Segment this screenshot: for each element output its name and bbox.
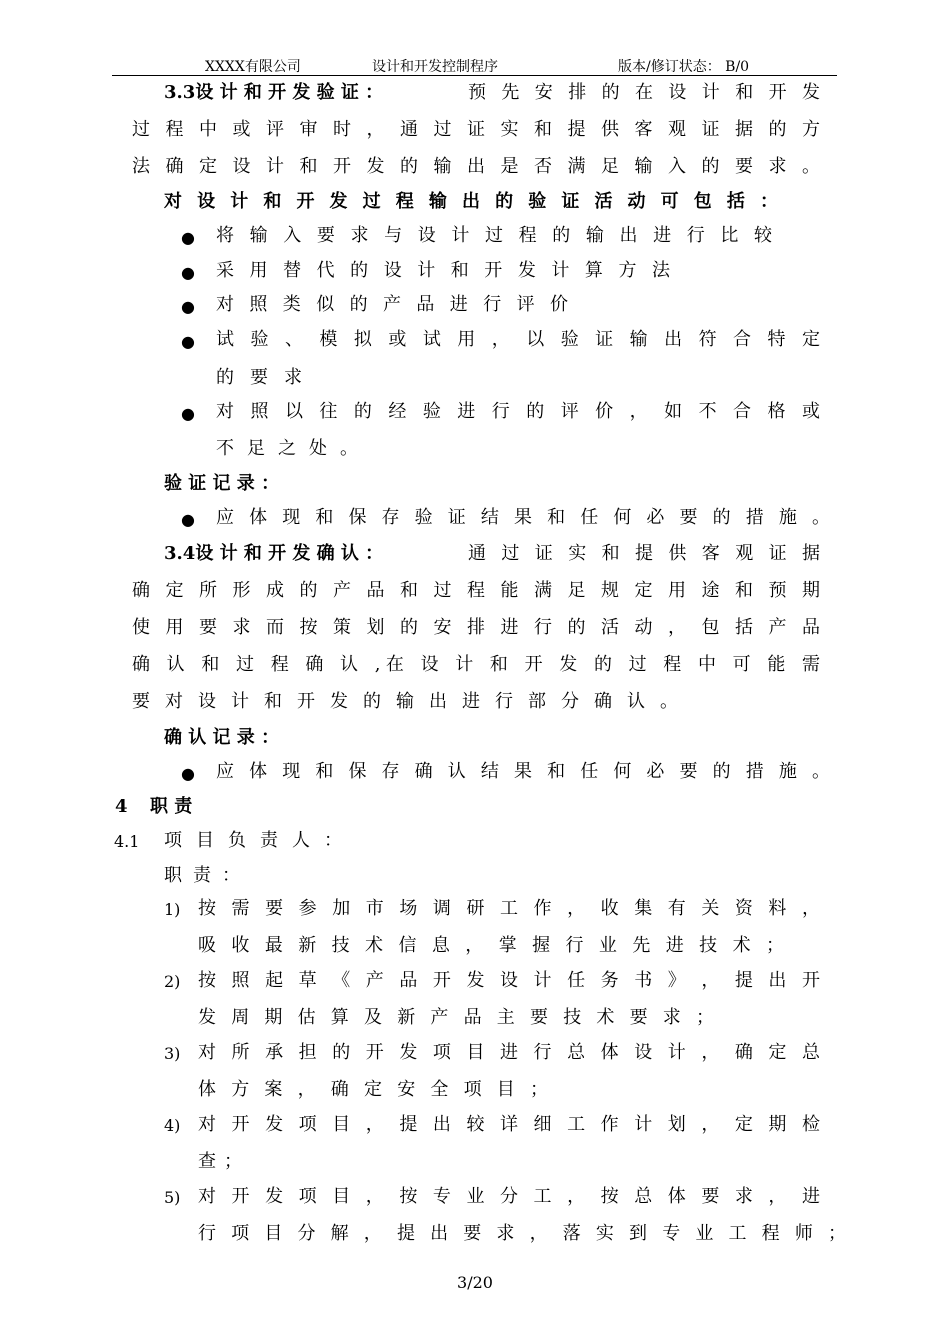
- duty-item-line: 行 项 目 分 解 ， 提 出 要 求 ， 落 实 到 专 业 工 程 师 ；: [198, 1223, 846, 1244]
- bullet-icon: ●: [181, 332, 195, 351]
- header-version: 版本/修订状态： B/0: [618, 59, 750, 75]
- section-3-4-line4: 确 认 和 过 程 确 认 ,在 设 计 和 开 发 的 过 程 中 可 能 需: [132, 654, 820, 675]
- bullet-icon: ●: [181, 297, 195, 316]
- section-4-title: 职 责: [150, 796, 193, 817]
- duty-item-line: 对 开 发 项 目 ， 提 出 较 详 细 工 作 计 划 ， 定 期 检: [198, 1114, 820, 1135]
- list-item: 对 照 类 似 的 产 品 进 行 评 价: [216, 294, 568, 315]
- section-3-4-line5: 要 对 设 计 和 开 发 的 输 出 进 行 部 分 确 认 。: [132, 691, 678, 712]
- item-number: 5): [164, 1188, 181, 1207]
- duty-item-line: 对 所 承 担 的 开 发 项 目 进 行 总 体 设 计 ， 确 定 总: [198, 1042, 820, 1063]
- bullet-icon: ●: [181, 764, 195, 783]
- duty-item-line: 对 开 发 项 目 ， 按 专 业 分 工 ， 按 总 体 要 求 ， 进: [198, 1186, 820, 1207]
- section-4-1-title: 项 目 负 责 人 ：: [164, 830, 342, 851]
- list-item: 采 用 替 代 的 设 计 和 开 发 计 算 方 法: [216, 260, 670, 281]
- item-number: 4): [164, 1116, 181, 1135]
- section-3-4-line2: 确 定 所 形 成 的 产 品 和 过 程 能 满 足 规 定 用 途 和 预 期: [132, 580, 820, 601]
- bullet-icon: ●: [181, 404, 195, 423]
- bullet-icon: ●: [181, 510, 195, 529]
- page-header: [0, 56, 950, 76]
- duty-item-line: 按 照 起 草 《 产 品 开 发 设 计 任 务 书 》 ， 提 出 开: [198, 970, 820, 991]
- section-3-4-line1: 通 过 证 实 和 提 供 客 观 证 据: [468, 543, 820, 564]
- verification-activities-heading: 对 设 计 和 开 发 过 程 输 出 的 验 证 活 动 可 包 括 ：: [164, 191, 778, 212]
- header-company: XXXX有限公司: [205, 59, 301, 75]
- header-doc-title: 设计和开发控制程序: [372, 59, 498, 75]
- duty-item-line: 吸 收 最 新 技 术 信 息 ， 掌 握 行 业 先 进 技 术 ；: [198, 935, 784, 956]
- duty-item-line: 按 需 要 参 加 市 场 调 研 工 作 ， 收 集 有 关 资 料 ，: [198, 898, 820, 919]
- section-4-number: 4: [115, 796, 128, 817]
- bullet-icon: ●: [181, 263, 195, 282]
- section-3-3-line1: 预 先 安 排 的 在 设 计 和 开 发: [468, 82, 820, 103]
- page-number: 3/20: [457, 1273, 493, 1292]
- list-item: 将 输 入 要 求 与 设 计 过 程 的 输 出 进 行 比 较: [216, 225, 772, 246]
- duties-label: 职 责 ：: [164, 865, 240, 886]
- list-item-continuation: 的 要 求: [216, 367, 302, 388]
- list-item: 对 照 以 往 的 经 验 进 行 的 评 价 ， 如 不 合 格 或: [216, 401, 820, 422]
- bullet-icon: ●: [181, 228, 195, 247]
- item-number: 3): [164, 1044, 181, 1063]
- section-3-4-heading: 3.4设 计 和 开 发 确 认 ：: [164, 543, 384, 564]
- item-number: 2): [164, 972, 181, 991]
- list-item: 试 验 、 模 拟 或 试 用 ， 以 验 证 输 出 符 合 特 定: [216, 329, 820, 350]
- section-3-3-line2: 过 程 中 或 评 审 时 ， 通 过 证 实 和 提 供 客 观 证 据 的 方: [132, 119, 820, 140]
- verification-record-heading: 验 证 记 录 ：: [164, 473, 280, 494]
- validation-record-heading: 确 认 记 录 ：: [164, 727, 280, 748]
- section-3-3-line3: 法 确 定 设 计 和 开 发 的 输 出 是 否 满 足 输 入 的 要 求 。: [132, 156, 820, 177]
- duty-item-line: 体 方 案 ， 确 定 安 全 项 目 ；: [198, 1079, 548, 1100]
- section-3-3-heading: 3.3设 计 和 开 发 验 证 ：: [164, 82, 384, 103]
- list-item-continuation: 不 足 之 处 。: [216, 438, 358, 459]
- duty-item-line: 查 ；: [198, 1151, 242, 1172]
- duty-item-line: 发 周 期 估 算 及 新 产 品 主 要 技 术 要 求 ；: [198, 1007, 714, 1028]
- section-3-4-line3: 使 用 要 求 而 按 策 划 的 安 排 进 行 的 活 动 ， 包 括 产 品: [132, 617, 820, 638]
- item-number: 1): [164, 900, 181, 919]
- section-4-1-number: 4.1: [114, 832, 140, 851]
- list-item: 应 体 现 和 保 存 确 认 结 果 和 任 何 必 要 的 措 施 。: [216, 761, 830, 782]
- list-item: 应 体 现 和 保 存 验 证 结 果 和 任 何 必 要 的 措 施 。: [216, 507, 830, 528]
- header-divider: [112, 75, 837, 76]
